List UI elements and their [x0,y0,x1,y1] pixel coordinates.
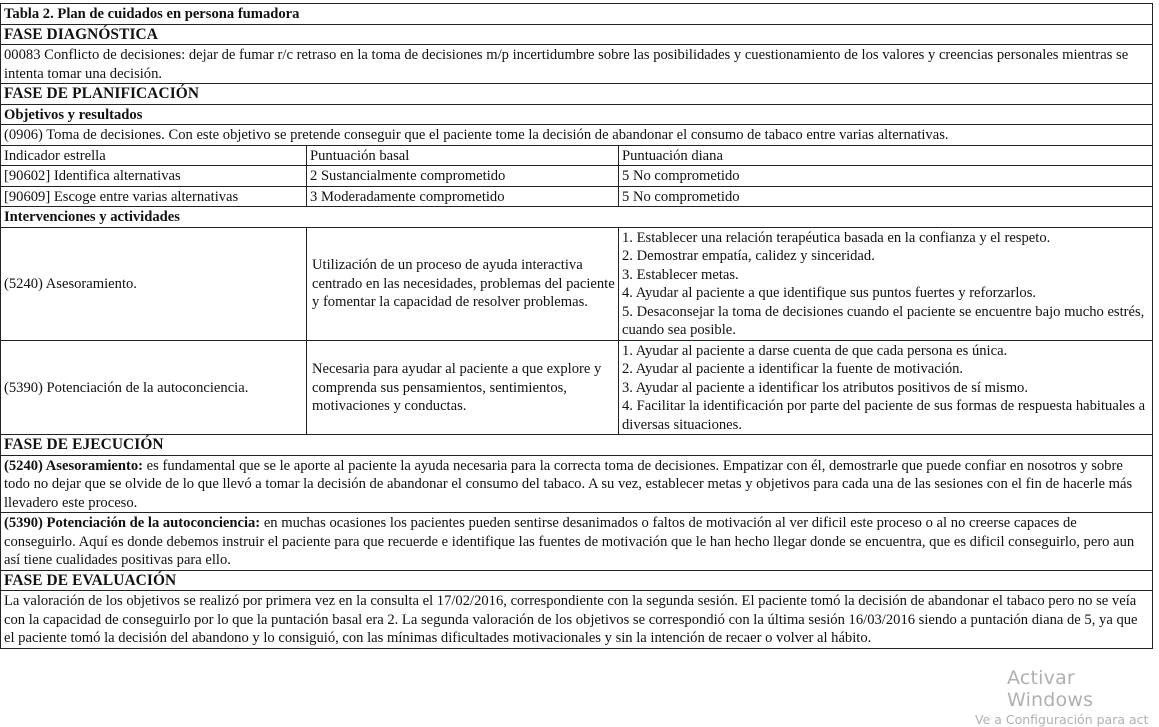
intervention-activities [619,340,1153,435]
intervention-activities [619,227,1153,340]
caption-row [1,4,1153,25]
execution-item-text: en muchas ocasiones los pacientes pueden sentirse desanimados o faltos de motivación al ver dificil este proceso o al no creerse capaces de conseguirlo. Aquí es donde debemos instruir el paciente para que recuerde e identifique las fuentes de motivación que le han hecho llegar donde se encuentra, que es dificil conseguirlo, pero aun así tiene cualidades positivas para ello. [4,515,1135,568]
activity-item: 2. Ayudar al paciente a identificar la fuente de motivación. [622,361,964,377]
objectives-header-row [1,104,1153,125]
intervention-definition: Utilización de un proceso de ayuda interactiva centrado en las necesidades, problemas del paciente y fomentar la capacidad de resolver problemas. [307,227,619,340]
intervention-name: (5240) Asesoramiento. [1,227,307,340]
activity-item: 2. Demostrar empatía, calidez y sinceridad. [622,248,875,264]
execution-row [1,513,1153,571]
indicator-row [1,186,1153,207]
activity-item: 4. Ayudar al paciente a que identifique sus puntos fuertes y reforzarlos. [622,285,1037,301]
activity-item: 1. Ayudar al paciente a darse cuenta de que cada persona es única. [622,342,1008,359]
evaluation-text: La valoración de los objetivos se realizó por primera vez en la consulta el 17/02/2016, correspondiente con la segunda sesión. El paciente tomó la decisión de abandonar el tabaco pero no se veía con la capacidad de conseguirlo por lo que la puntación basal era 2. La segunda valoración de los objetivos se correspondió con la última sesión 16/03/2016 siendo a puntación diana de 5, ya que el paciente tomó la decisión del abandono y lo consiguió, con las mínimas dificultades motivacionales y sin la intención de recaer o volver al hábito. [1,591,1153,649]
activity-item: 4. Facilitar la identificación por parte del paciente de sus formas de respuesta habituales a diversas situaciones. [622,398,1146,433]
diagnostic-header-row [1,24,1153,45]
execution-item-title: (5240) Asesoramiento: [4,457,144,474]
activity-item: 5. Desaconsejar la toma de decisiones cuando el paciente se encuentre bajo mucho estrés, cuando sea posible. [622,303,1145,338]
execution-item [1,455,1153,513]
execution-item-title: (5390) Potenciación de la autoconciencia: [4,515,261,531]
objective-row [1,125,1153,146]
indicator-name: [90609] Escoge entre varias alternativas [1,186,307,207]
interventions-header-row [1,207,1153,228]
windows-activation-watermark [975,667,1159,727]
diagnostic-text-row [1,45,1153,84]
activity-item: 3. Ayudar al paciente a identificar los atributos positivos de sí mismo. [622,379,1028,396]
table-caption: Tabla 2. Plan de cuidados en persona fumadora [1,4,1153,25]
indicator-target: 5 No comprometido [619,186,1153,207]
planning-phase-header: FASE DE PLANIFICACIÓN [1,84,1153,105]
evaluation-header-row [1,570,1153,591]
indicator-column-header: Indicador estrella [1,145,307,166]
interventions-header: Intervenciones y actividades [1,207,1153,228]
execution-item-text: es fundamental que se le aporte al paciente la ayuda necesaria para la correcta toma de decisiones. Empatizar con él, demostrarle que puede confiar en nosotros y sobre todo no dejar que se olvide de lo que llevó a tomar la decisión de abandonar el consumo del tabaco. A su vez, establecer metas y objetivos para cada una de las sesiones con el fin de hacerle más llevadero este proceso. [4,457,1133,511]
indicator-basal: 2 Sustancialmente comprometido [307,166,619,187]
watermark-title: Activar Windows [1007,667,1094,711]
objectives-header: Objetivos y resultados [1,104,1153,125]
activity-item: 1. Establecer una relación terapéutica basada en la confianza y el respeto. [622,229,1051,246]
intervention-row [1,340,1153,435]
activity-item: 3. Establecer metas. [622,266,739,283]
indicator-name: [90602] Identifica alternativas [1,166,307,187]
intervention-row [1,227,1153,340]
intervention-name: (5390) Potenciación de la autoconciencia. [1,340,307,435]
indicator-target: 5 No comprometido [619,166,1153,187]
planning-header-row [1,84,1153,105]
care-plan-table [0,3,1153,649]
execution-row [1,455,1153,513]
execution-phase-header: FASE DE EJECUCIÓN [1,435,1153,456]
diagnostic-text: 00083 Conflicto de decisiones: dejar de fumar r/c retraso en la toma de decisiones m/p incertidumbre sobre las posibilidades y cuestionamiento de los valores y creencias personales mientras se intenta tomar una decisión. [1,45,1153,84]
execution-header-row [1,435,1153,456]
diagnostic-phase-header: FASE DIAGNÓSTICA [1,24,1153,45]
indicator-header-row [1,145,1153,166]
objective-text: (0906) Toma de decisiones. Con este objetivo se pretende conseguir que el paciente tome la decisión de abandonar el consumo de tabaco entre varias alternativas. [1,125,1153,146]
target-column-header: Puntuación diana [619,145,1153,166]
evaluation-row [1,591,1153,649]
indicator-basal: 3 Moderadamente comprometido [307,186,619,207]
execution-item [1,513,1153,571]
indicator-row [1,166,1153,187]
basal-column-header: Puntuación basal [307,145,619,166]
evaluation-phase-header: FASE DE EVALUACIÓN [1,570,1153,591]
intervention-definition: Necesaria para ayudar al paciente a que explore y comprenda sus pensamientos, sentimientos, motivaciones y conductas. [307,340,619,435]
watermark-subtitle: Ve a Configuración para act [975,712,1149,727]
